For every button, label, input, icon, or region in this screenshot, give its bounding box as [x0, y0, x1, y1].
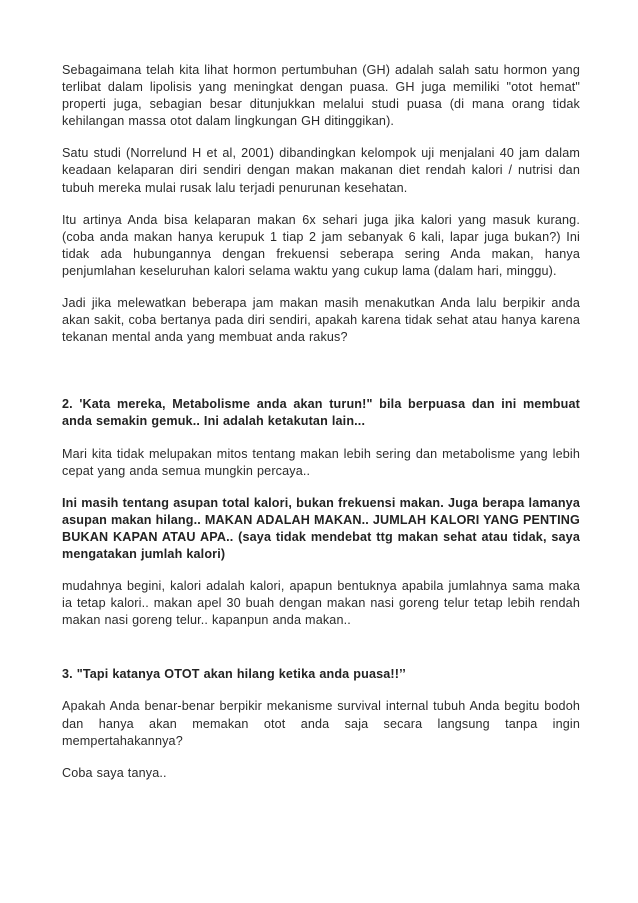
paragraph-survival-mechanism: Apakah Anda benar-benar berpikir mekanisme survival internal tubuh Anda begitu bodoh dan hanya akan memakan otot anda saja secara langsung tanpa ingin mempertahakannya? [62, 699, 580, 748]
paragraph-norrelund-study: Satu studi (Norrelund H et al, 2001) dibandingkan kelompok uji menjalani 40 jam dalam keadaan kelaparan diri sendiri dengan makan makanan diet rendah kalori / nutrisi dan tubuh mereka mulai rusak lalu terjadi penurunan kesehatan. [62, 146, 580, 195]
paragraph-closing-question: Coba saya tanya.. [62, 765, 167, 780]
paragraph-calorie-example: mudahnya begini, kalori adalah kalori, apapun bentuknya apabila jumlahnya sama maka ia tetap kalori.. makan apel 30 buah dengan makan nasi goreng telur tetap lebih rendah makan nasi goreng telur.. kapanpun anda makan.. [62, 579, 580, 628]
paragraph-skip-meals: Jadi jika melewatkan beberapa jam makan masih menakutkan Anda lalu berpikir anda akan sakit, coba bertanya pada diri sendiri, apakah karena tidak sehat atau hanya karena tekanan mental anda yang membuat anda rakus? [62, 296, 580, 345]
section-heading-muscle: 3. "Tapi katanya OTOT akan hilang ketika anda puasa!!’’ [62, 667, 406, 682]
section-spacer [62, 361, 580, 396]
paragraph-gh-hormone: Sebagaimana telah kita lihat hormon pertumbuhan (GH) adalah salah satu hormon yang terlibat dalam lipolisis yang meningkat dengan puasa. GH juga memiliki "otot hemat" properti juga, sebagian besar ditunjukkan melalui studi puasa (di mana orang tidak kehilangan massa otot dalam lingkungan GH ditinggikan). [62, 63, 580, 129]
section-heading-metabolism: 2. 'Kata mereka, Metabolisme anda akan turun!" bila berpuasa dan ini membuat anda semakin gemuk.. Ini adalah ketakutan lain... [62, 397, 580, 429]
paragraph-calorie-frequency: Itu artinya Anda bisa kelaparan makan 6x sehari juga jika kalori yang masuk kurang. (coba anda makan hanya kerupuk 1 tiap 2 jam sebanyak 6 kali, lapar juga bukan?) Ini tidak ada hubungannya dengan frekuensi seberapa sering Anda makan, hanya penjumlahan keseluruhan kalori selama waktu yang cukup lama (dalam hari, minggu). [62, 212, 580, 278]
paragraph-myth-frequency: Mari kita tidak melupakan mitos tentang makan lebih sering dan metabolisme yang lebih cepat yang anda semua mungkin percaya.. [62, 446, 580, 478]
paragraph-total-calories: Ini masih tentang asupan total kalori, bukan frekuensi makan. Juga berapa lamanya asupan makan hilang.. MAKAN ADALAH MAKAN.. JUMLAH KALORI YANG PENTING BUKAN KAPAN ATAU APA.. (saya tidak mendebat ttg makan sehat atau tidak, saya mengatakan jumlah kalori) [62, 495, 580, 561]
section-spacer [62, 644, 580, 666]
